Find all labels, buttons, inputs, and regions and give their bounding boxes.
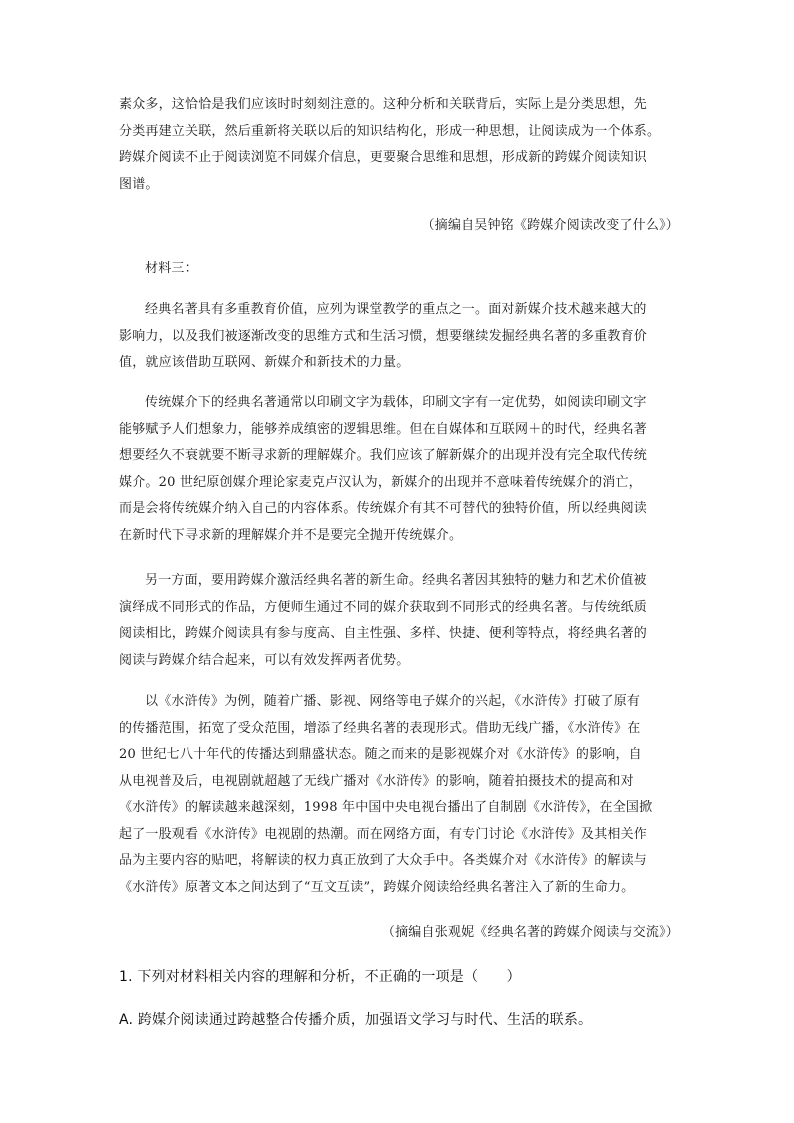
text-line: 《水浒传》原著文本之间达到了“互文互读”，跨媒介阅读给经典名著注入了新的生命力。 [119, 879, 635, 895]
text-line: 另一方面，要用跨媒介激活经典名著的新生命。经典名著因其独特的魅力和艺术价值被 [145, 573, 647, 588]
text-line: 品为主要内容的贴吧，将解读的权力真正放到了大众手中。各类媒介对《水浒传》的解读与 [119, 853, 648, 868]
source-citation-1: （摘编自吴钟铭《跨媒介阅读改变了什么》） [421, 218, 679, 233]
text-line: 跨媒介阅读不止于阅读浏览不同媒介信息，更要聚合思维和思想，形成新的跨媒介阅读知识 [119, 150, 648, 165]
source-citation-2-block [119, 920, 679, 947]
text-line: 20 世纪七八十年代的传播达到鼎盛状态。随之而来的是影视媒介对《水浒传》的影响，自 [119, 747, 642, 762]
text-line: 图谱。 [119, 176, 159, 192]
question-1-options [119, 1007, 679, 1034]
text-line: 媒介。20 世纪原创媒介理论家麦克卢汉认为，新媒介的出现并不意味着传统媒介的消亡， [119, 474, 642, 490]
paragraph-b [119, 390, 679, 549]
text-line: 素众多，这恰恰是我们应该时时刻刻注意的。这种分析和关联背后，实际上是分类思想，先 [119, 97, 648, 112]
option-a: A. 跨媒介阅读通过跨越整合传播介质，加强语文学习与时代、生活的联系。 [119, 1012, 593, 1028]
text-line: 分类再建立关联，然后重新将关联以后的知识结构化，形成一种思想，让阅读成为一个体系。 [119, 123, 661, 139]
text-line: 能够赋予人们想象力，能够养成缜密的逻辑思维。但在自媒体和互联网＋的时代，经典名著 [119, 421, 648, 437]
material-3-heading: 材料三： [145, 261, 198, 276]
paragraph-d [119, 689, 679, 901]
text-line: 的传播范围，拓宽了受众范围，增添了经典名著的表现形式。借助无线广播，《水浒传》在 [119, 720, 641, 736]
text-line: 《水浒传》的解读越来越深刻，1998 年中国中央电视台播出了自制剧《水浒传》，在全国掀 [119, 800, 653, 815]
text-line: 阅读相比，跨媒介阅读具有参与度高、自主性强、多样、快捷、便利等特点，将经典名著的 [119, 626, 648, 641]
text-line: 值，就应该借助互联网、新媒介和新技术的力量。 [119, 355, 410, 370]
text-line: 经典名著具有多重教育价值，应列为课堂教学的重点之一。面对新媒介技术越来越大的 [145, 302, 647, 317]
text-line: 想要经久不衰就要不断寻求新的理解媒介。我们应该了解新媒介的出现并没有完全取代传统 [119, 448, 648, 463]
material-3-heading-block [119, 256, 679, 283]
text-line: 从电视普及后，电视剧就超越了无线广播对《水浒传》的影响，随着拍摄技术的提高和对 [119, 773, 634, 789]
text-line: 传统媒介下的经典名著通常以印刷文字为载体，印刷文字有一定优势，如阅读印刷文字 [145, 395, 647, 410]
source-citation-1-block [119, 213, 679, 240]
paragraph-a [119, 297, 679, 377]
question-stem: 1. 下列对材料相关内容的理解和分析，不正确的一项是（ ） [119, 969, 521, 985]
text-line: 在新时代下寻求新的理解媒介并不是要完全抛开传统媒介。 [119, 527, 463, 543]
text-line: 而是会将传统媒介纳入自己的内容体系。传统媒介有其不可替代的独特价值，所以经典阅读 [119, 501, 648, 516]
text-line: 起了一股观看《水浒传》电视剧的热潮。而在网络方面，有专门讨论《水浒传》及其相关作 [119, 826, 648, 842]
question-1 [119, 964, 679, 991]
text-line: 阅读与跨媒介结合起来，可以有效发挥两者优势。 [119, 652, 410, 668]
text-line: 以《水浒传》为例，随着广播、影视、网络等电子媒介的兴起，《水浒传》打破了原有 [145, 694, 641, 709]
source-citation-2: （摘编自张观妮《经典名著的跨媒介阅读与交流》） [381, 925, 679, 940]
text-line: 影响力，以及我们被逐渐改变的思维方式和生活习惯，想要继续发掘经典名著的多重教育价 [119, 328, 648, 344]
paragraph-top [119, 92, 679, 198]
text-line: 演绎成不同形式的作品，方便师生通过不同的媒介获取到不同形式的经典名著。与传统纸质 [119, 599, 648, 615]
paragraph-c [119, 568, 679, 674]
